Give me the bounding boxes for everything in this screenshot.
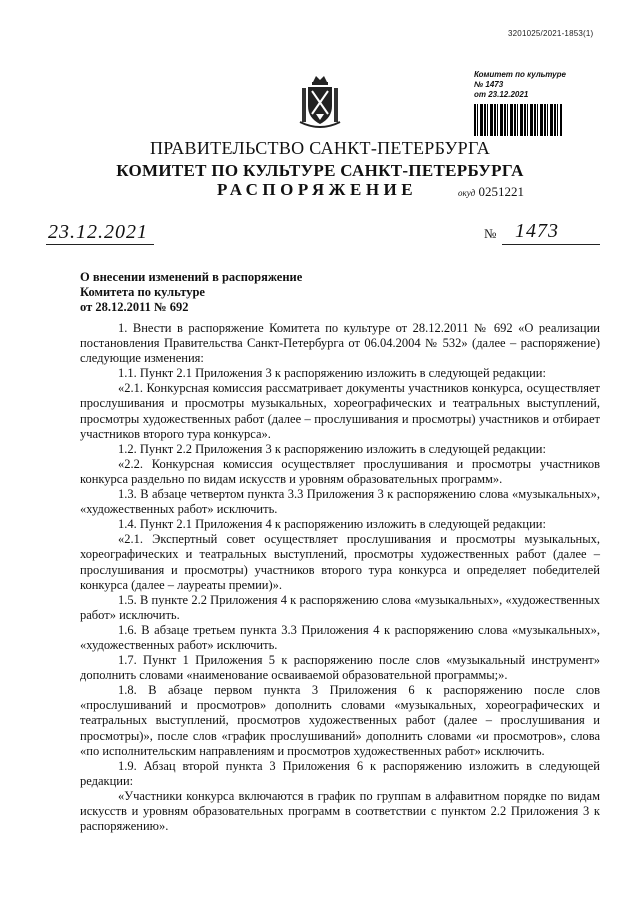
paragraph: 1.5. В пункте 2.2 Приложения 4 к распоряжению слова «музыкальных», «художественных работ» исключить. <box>80 592 600 622</box>
paragraph: 1.8. В абзаце первом пункта 3 Приложения 6 к распоряжению после слов «прослушиваний и просмотров» дополнить словами «музыкальных, хореографических и театральных выступлений, просмотров художественных работ (далее – прослушивания и просмотры)», после слов «график прослушиваний» дополнить словами «и просмотров», слова «по исполнительским направлениям и просмотров художественных работ» исключить. <box>80 683 600 758</box>
number-label: № <box>484 226 497 241</box>
paragraph: 1.1. Пункт 2.1 Приложения 3 к распоряжению изложить в следующей редакции: <box>118 366 546 381</box>
okud-code <box>458 184 524 200</box>
paragraph: 1.6. В абзаце третьем пункта 3.3 Приложения 4 к распоряжению слова «музыкальных», «художественных работ» исключить. <box>80 622 600 652</box>
document-title <box>80 270 380 315</box>
paragraph: 1.9. Абзац второй пункта 3 Приложения 6 к распоряжению изложить в следующей редакции: <box>80 758 600 788</box>
paragraph: 1.7. Пункт 1 Приложения 5 к распоряжению после слов «музыкальный инструмент» дополнить словами «наименование осваиваемой образовательной программы;». <box>80 653 600 683</box>
stamp-line-1: Комитет по культуре <box>474 70 566 79</box>
title-line: от 28.12.2011 № 692 <box>80 300 189 314</box>
paragraph: «2.1. Конкурсная комиссия рассматривает документы участников конкурса, осуществляет прослушивания и просмотры музыкальных, хореографических и театральных выступлений, просмотры художественных работ (далее – прослушивания и просмотры) участников и отбирает участников второго тура конкурса». <box>80 381 600 441</box>
document-body <box>80 321 600 834</box>
title-line: О внесении изменений в распоряжение <box>80 270 303 284</box>
number-underline <box>502 244 600 245</box>
paragraph: 1.3. В абзаце четвертом пункта 3.3 Приложения 3 к распоряжению слова «музыкальных», «художественных работ» исключить. <box>80 487 600 517</box>
paragraph: 1. Внести в распоряжение Комитета по культуре от 28.12.2011 № 692 «О реализации постановления Правительства Санкт-Петербурга от 06.04.2004 № 532» (далее – распоряжение) следующие изменения: <box>80 321 600 366</box>
coat-of-arms-icon <box>298 74 342 130</box>
barcode-icon <box>474 104 562 136</box>
paragraph: 1.2. Пункт 2.2 Приложения 3 к распоряжению изложить в следующей редакции: <box>118 441 546 456</box>
date-underline <box>46 244 154 245</box>
paragraph: «2.1. Экспертный совет осуществляет прослушивания и просмотры музыкальных, хореографических и театральных выступлений, просмотры художественных работ (далее – прослушивания и просмотры) участников второго тура конкурса и определяет победителей конкурса (далее – лауреаты премии)». <box>80 532 600 592</box>
stamp-line-2: № 1473 <box>474 80 504 89</box>
paragraph: «Участники конкурса включаются в график по группам в алфавитном порядке по видам искусств и уровням образовательных программ в соответствии с пунктом 2.2 Приложения 3 к распоряжению». <box>80 788 600 834</box>
stamp-line-3: от 23.12.2021 <box>474 90 529 99</box>
title-line: Комитета по культуре <box>80 285 205 299</box>
handwritten-number: 1473 <box>515 220 559 242</box>
paragraph: 1.4. Пункт 2.1 Приложения 4 к распоряжению изложить в следующей редакции: <box>118 517 546 532</box>
okud-value: 0251221 <box>478 184 524 199</box>
registration-stamp <box>474 70 568 136</box>
committee-heading: КОМИТЕТ ПО КУЛЬТУРЕ САНКТ-ПЕТЕРБУРГА <box>116 161 524 180</box>
government-heading: ПРАВИТЕЛЬСТВО САНКТ-ПЕТЕРБУРГА <box>149 138 491 158</box>
paragraph: «2.2. Конкурсная комиссия осуществляет прослушивания и просмотры участников конкурса раздельно по видам искусств и уровням образовательных программ». <box>80 456 600 486</box>
okud-label: окуд <box>458 188 476 198</box>
document-type-heading: РАСПОРЯЖЕНИЕ <box>217 180 418 199</box>
handwritten-date: 23.12.2021 <box>48 221 148 243</box>
document-id: 3201025/2021-1853(1) <box>508 29 594 38</box>
